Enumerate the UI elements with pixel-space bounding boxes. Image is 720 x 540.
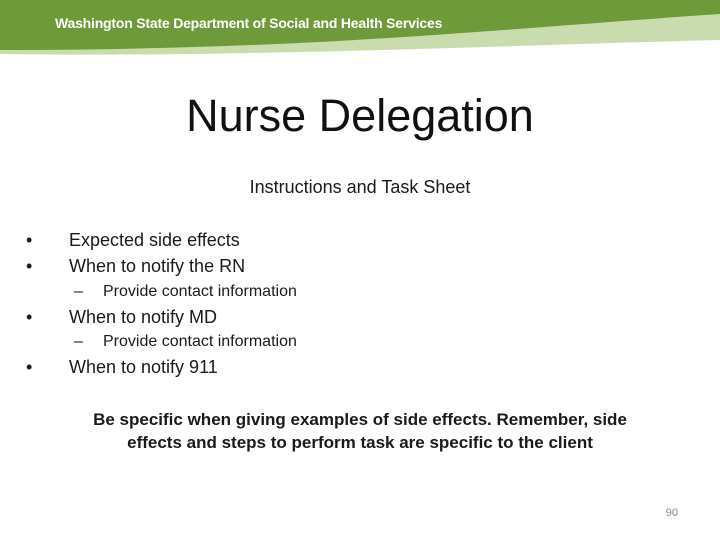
organization-name: Washington State Department of Social and Health Services [55, 15, 443, 31]
page-number: 90 [665, 507, 678, 519]
bullet-text: Expected side effects [69, 230, 240, 250]
bullet-text: When to notify 911 [69, 357, 218, 377]
bullet-marker: • [26, 230, 33, 250]
emphasis-note-line: effects and steps to perform task are specific to the client [127, 433, 593, 452]
bullet-marker: • [26, 256, 33, 276]
header-banner [0, 0, 720, 58]
emphasis-note-line: Be specific when giving examples of side effects. Remember, side [93, 410, 627, 429]
slide-subtitle: Instructions and Task Sheet [249, 177, 471, 197]
slide-title: Nurse Delegation [186, 90, 534, 141]
sub-bullet-marker: – [74, 333, 83, 350]
sub-bullet-text: Provide contact information [103, 333, 297, 350]
bullet-marker: • [26, 357, 33, 377]
sub-bullet-text: Provide contact information [103, 283, 297, 300]
sub-bullet-marker: – [74, 283, 83, 300]
bullet-text: When to notify MD [69, 307, 218, 327]
bullet-text: When to notify the RN [69, 256, 246, 276]
bullet-marker: • [26, 307, 33, 327]
emphasis-note [40, 408, 680, 454]
